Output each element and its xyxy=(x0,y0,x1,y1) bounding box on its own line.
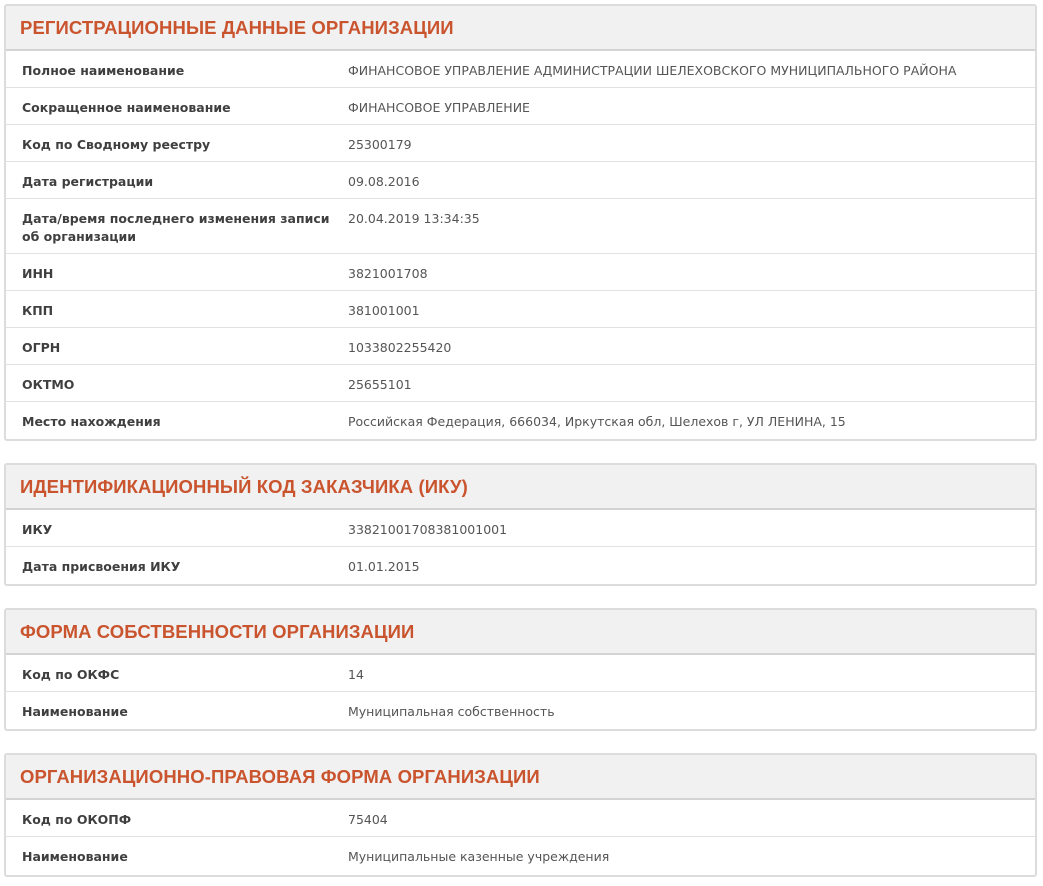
section-header xyxy=(6,6,1035,51)
row-iku xyxy=(6,510,1035,547)
row-iku-date xyxy=(6,547,1035,584)
row-ogrn xyxy=(6,328,1035,365)
ownership-form-section xyxy=(4,608,1037,731)
row-value: 25655101 xyxy=(348,377,412,392)
section-header xyxy=(6,610,1035,655)
row-short-name xyxy=(6,88,1035,125)
row-registration-date xyxy=(6,162,1035,199)
row-label: Код по ОКФС xyxy=(22,667,120,682)
row-last-modified xyxy=(6,199,1035,254)
row-label: Дата присвоения ИКУ xyxy=(22,559,181,574)
row-kpp xyxy=(6,291,1035,328)
row-registry-code xyxy=(6,125,1035,162)
row-ownership-name xyxy=(6,692,1035,729)
row-label: ОГРН xyxy=(22,340,61,355)
registration-data-section xyxy=(4,4,1037,441)
row-label: Наименование xyxy=(22,849,128,864)
row-label: Место нахождения xyxy=(22,414,161,429)
row-label: ОКТМО xyxy=(22,377,75,392)
row-value: 09.08.2016 xyxy=(348,174,420,189)
row-inn xyxy=(6,254,1035,291)
row-value: 20.04.2019 13:34:35 xyxy=(348,211,480,226)
section-title: ОРГАНИЗАЦИОННО-ПРАВОВАЯ ФОРМА ОРГАНИЗАЦИИ xyxy=(20,765,540,787)
row-value: Российская Федерация, 666034, Иркутская обл, Шелехов г, УЛ ЛЕНИНА, 15 xyxy=(348,414,846,429)
row-label: Код по Сводному реестру xyxy=(22,137,211,152)
row-label: Код по ОКОПФ xyxy=(22,812,132,827)
row-value: ФИНАНСОВОЕ УПРАВЛЕНИЕ АДМИНИСТРАЦИИ ШЕЛЕХОВСКОГО МУНИЦИПАЛЬНОГО РАЙОНА xyxy=(348,63,957,78)
row-value: 75404 xyxy=(348,812,388,827)
row-value: 1033802255420 xyxy=(348,340,452,355)
row-value: 3821001708 xyxy=(348,266,428,281)
section-header xyxy=(6,755,1035,800)
row-label: Наименование xyxy=(22,704,128,719)
row-value: 33821001708381001001 xyxy=(348,522,508,537)
row-value: ФИНАНСОВОЕ УПРАВЛЕНИЕ xyxy=(348,100,530,115)
section-title: ИДЕНТИФИКАЦИОННЫЙ КОД ЗАКАЗЧИКА (ИКУ) xyxy=(20,475,468,497)
customer-id-code-section xyxy=(4,463,1037,586)
row-location xyxy=(6,402,1035,439)
row-full-name xyxy=(6,51,1035,88)
row-value: Муниципальная собственность xyxy=(348,704,555,719)
row-label: ИНН xyxy=(22,266,54,281)
row-label: Сокращенное наименование xyxy=(22,100,231,115)
section-title: ФОРМА СОБСТВЕННОСТИ ОРГАНИЗАЦИИ xyxy=(20,620,415,642)
row-label: КПП xyxy=(22,303,54,318)
row-value: 14 xyxy=(348,667,364,682)
row-label: Дата регистрации xyxy=(22,174,154,189)
row-label: Полное наименование xyxy=(22,63,185,78)
row-oktmo xyxy=(6,365,1035,402)
row-value: 25300179 xyxy=(348,137,412,152)
row-okfs-code xyxy=(6,655,1035,692)
row-label: ИКУ xyxy=(22,522,53,537)
section-header xyxy=(6,465,1035,510)
row-value: 381001001 xyxy=(348,303,420,318)
row-okopf-code xyxy=(6,800,1035,837)
row-value: 01.01.2015 xyxy=(348,559,420,574)
row-value: Муниципальные казенные учреждения xyxy=(348,849,610,864)
row-label: Дата/время последнего изменения записи об организации xyxy=(22,211,330,244)
legal-form-section xyxy=(4,753,1037,877)
section-title: РЕГИСТРАЦИОННЫЕ ДАННЫЕ ОРГАНИЗАЦИИ xyxy=(20,16,454,38)
row-legal-form-name xyxy=(6,837,1035,874)
